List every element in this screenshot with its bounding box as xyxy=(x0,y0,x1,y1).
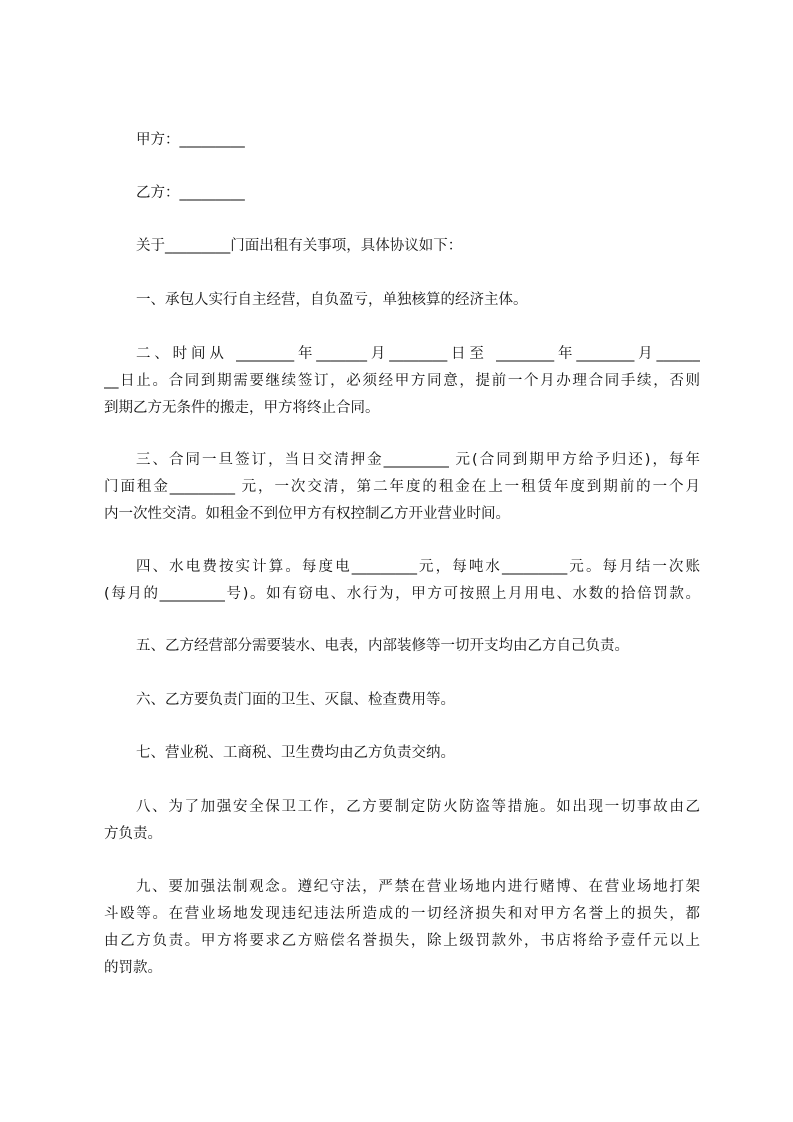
clause-8-line-2: 方负责。 xyxy=(104,826,162,842)
clause-3-line-3: 内一次性交清。如租金不到位甲方有权控制乙方开业营业时间。 xyxy=(104,506,510,522)
clause-9 xyxy=(104,874,700,982)
intro-line xyxy=(104,233,700,260)
clause-5-text: 五、乙方经营部分需要装水、电表，内部装修等一切开支均由乙方自己负责。 xyxy=(136,638,629,654)
clause-1 xyxy=(104,287,700,314)
clause-8 xyxy=(104,794,700,848)
clause-8-line-1: 八、为了加强安全保卫工作，乙方要制定防火防盗等措施。如出现一切事故由乙 xyxy=(136,799,700,815)
intro-text: 关于_________门面出租有关事项，具体协议如下： xyxy=(136,238,463,254)
clause-6 xyxy=(104,687,700,714)
clause-1-text: 一、承包人实行自主经营，自负盈亏，单独核算的经济主体。 xyxy=(136,292,528,308)
clause-2-line-3: 到期乙方无条件的搬走，甲方将终止合同。 xyxy=(104,400,380,416)
party-a-text: 甲方：_________ xyxy=(136,132,245,148)
clause-3-line-2: 门面租金_________ 元，一次交清，第二年度的租金在上一租赁年度到期前的一个月 xyxy=(104,479,700,495)
clause-2-line-1: 二、时间从 ________年_______月________日至 ________年________月______ xyxy=(136,346,700,362)
clause-6-text: 六、乙方要负责门面的卫生、灭鼠、检查费用等。 xyxy=(136,692,455,708)
clause-9-line-2: 斗殴等。在营业场地发现违纪违法所造成的一切经济损失和对甲方名誉上的损失，都 xyxy=(104,906,700,922)
party-a-line xyxy=(104,127,700,154)
party-b-line xyxy=(104,180,700,207)
party-b-text: 乙方：_________ xyxy=(136,185,245,201)
clause-4 xyxy=(104,554,700,608)
clause-2-line-2: __日止。合同到期需要继续签订，必须经甲方同意，提前一个月办理合同手续，否则 xyxy=(104,373,700,389)
clause-2 xyxy=(104,341,700,422)
clause-4-line-1: 四、水电费按实计算。每度电_________元，每吨水_________元。每月结一次账 xyxy=(136,559,700,575)
clause-9-line-1: 九、要加强法制观念。遵纪守法，严禁在营业场地内进行赌博、在营业场地打架 xyxy=(136,879,700,895)
clause-4-line-2: (每月的_________号)。如有窃电、水行为，甲方可按照上月用电、水数的拾倍罚款。 xyxy=(104,586,700,602)
clause-5 xyxy=(104,633,700,660)
clause-7-text: 七、营业税、工商税、卫生费均由乙方负责交纳。 xyxy=(136,745,455,761)
clause-7 xyxy=(104,740,700,767)
clause-9-line-4: 的罚款。 xyxy=(104,960,162,976)
clause-3 xyxy=(104,447,700,528)
clause-3-line-1: 三、合同一旦签订，当日交清押金_________ 元(合同到期甲方给予归还)，每年 xyxy=(136,452,700,468)
clause-9-line-3: 由乙方负责。甲方将要求乙方赔偿名誉损失，除上级罚款外，书店将给予壹仟元以上 xyxy=(104,933,700,949)
